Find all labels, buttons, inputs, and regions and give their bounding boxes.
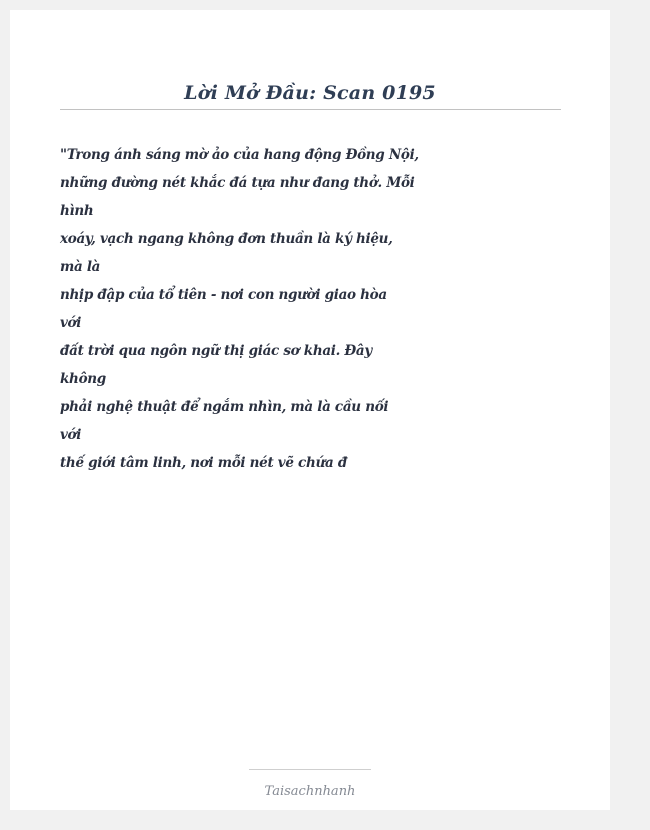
text-line: mà là bbox=[60, 259, 101, 275]
text-line: hình bbox=[60, 203, 94, 219]
footer-divider bbox=[249, 769, 371, 770]
page-title: Lời Mở Đầu: Scan 0195 bbox=[184, 82, 436, 104]
text-line: phải nghệ thuật để ngắm nhìn, mà là cầu nối bbox=[60, 399, 389, 415]
body-text bbox=[60, 141, 420, 477]
text-line: thế giới tâm linh, nơi mỗi nét vẽ chứa đ bbox=[60, 455, 347, 471]
text-line: đất trời qua ngôn ngữ thị giác sơ khai. Đây bbox=[60, 343, 372, 359]
text-line: không bbox=[60, 371, 106, 387]
text-line: với bbox=[60, 427, 82, 443]
text-line: "Trong ánh sáng mờ ảo của hang động Đồng Nội, bbox=[60, 147, 419, 163]
text-line: xoáy, vạch ngang không đơn thuần là ký hiệu, bbox=[60, 231, 393, 247]
footer-source: Taisachnhanh bbox=[264, 784, 356, 799]
text-line: nhịp đập của tổ tiên - nơi con người giao hòa bbox=[60, 287, 387, 303]
text-line: những đường nét khắc đá tựa như đang thở. Mỗi bbox=[60, 175, 415, 191]
document-page bbox=[10, 10, 610, 810]
title-divider bbox=[60, 109, 561, 110]
text-line: với bbox=[60, 315, 82, 331]
